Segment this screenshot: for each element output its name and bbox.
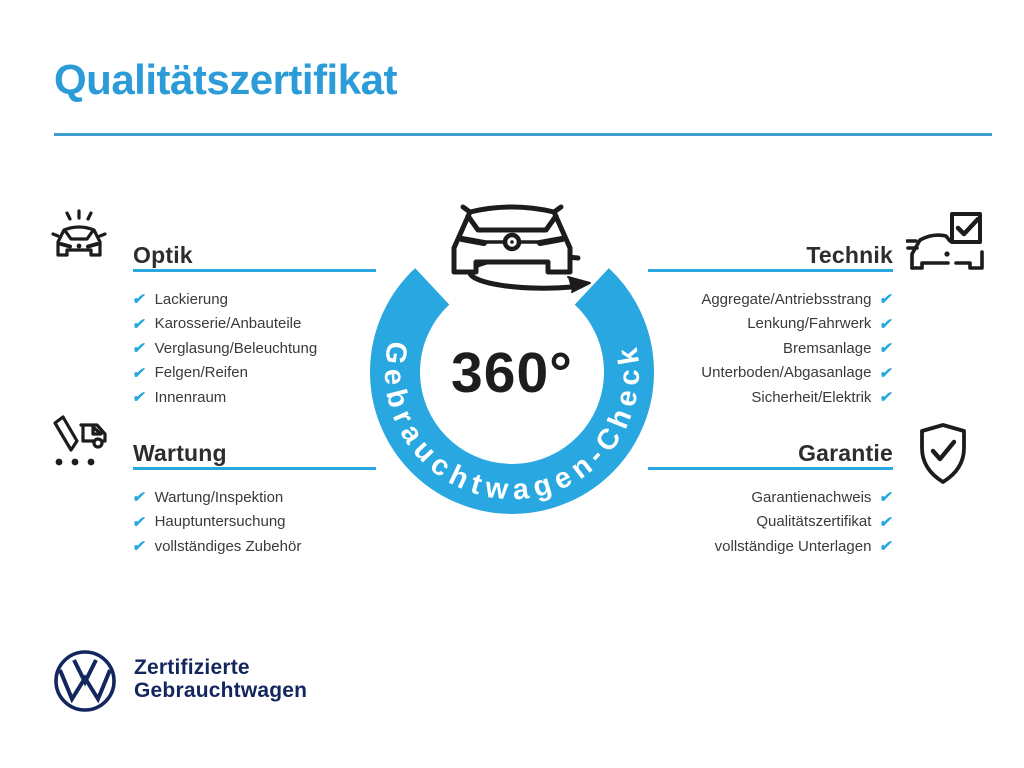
check-icon: ✔: [878, 315, 895, 333]
check-icon: ✔: [878, 538, 895, 556]
check-item-label: Garantienachweis: [751, 488, 872, 506]
check-icon: ✔: [878, 291, 895, 309]
check-icon: ✔: [131, 538, 147, 556]
check-item: [633, 385, 893, 410]
check-icon: ✔: [131, 291, 147, 309]
section-underline-garantie: [648, 467, 893, 470]
check-icon: ✔: [878, 489, 895, 507]
section-underline-wartung: [133, 467, 376, 470]
check-item-label: Innenraum: [154, 388, 227, 406]
page-title: Qualitätszertifikat: [54, 56, 397, 103]
badge-center-text: 360°: [451, 341, 573, 405]
check-item: [133, 361, 393, 386]
check-item-label: Hauptuntersuchung: [154, 513, 286, 531]
vw-logo: [52, 648, 118, 714]
check-item-label: Qualitätszertifikat: [756, 513, 872, 531]
badge-360: [366, 196, 658, 522]
checklist-technik: [633, 287, 893, 410]
check-item-label: Bremsanlage: [783, 339, 872, 357]
check-item: [133, 534, 393, 559]
check-item: [133, 312, 393, 337]
check-icon: ✔: [131, 340, 147, 358]
section-title-wartung: Wartung: [133, 440, 227, 466]
check-item: [133, 510, 393, 535]
check-item: [633, 287, 893, 312]
check-item: [133, 287, 393, 312]
check-item-label: vollständige Unterlagen: [714, 537, 872, 555]
check-item-label: Karosserie/Anbauteile: [154, 315, 302, 333]
badge-ring-text: Gebrauchtwagen-Check: [377, 339, 647, 507]
check-item: [133, 485, 393, 510]
check-item: [633, 510, 893, 535]
check-item-label: Felgen/Reifen: [154, 364, 248, 382]
section-underline-optik: [133, 269, 376, 272]
check-item: [133, 385, 393, 410]
check-icon: ✔: [131, 315, 147, 333]
check-item: [633, 534, 893, 559]
check-item: [633, 312, 893, 337]
check-item: [633, 336, 893, 361]
check-item-label: Unterboden/Abgasanlage: [701, 364, 872, 382]
check-icon: ✔: [878, 364, 895, 382]
check-item-label: Wartung/Inspektion: [154, 488, 284, 506]
check-item-label: Aggregate/Antriebsstrang: [701, 290, 872, 308]
check-icon: ✔: [131, 489, 147, 507]
car-shine-icon: [46, 206, 112, 272]
section-title-optik: Optik: [133, 242, 193, 268]
check-icon: ✔: [878, 340, 895, 358]
check-icon: ✔: [131, 364, 147, 382]
service-checklist-icon: [46, 408, 112, 474]
check-item-label: Verglasung/Beleuchtung: [154, 339, 318, 357]
section-underline-technik: [648, 269, 893, 272]
footer-brand-text: [134, 656, 307, 702]
check-item-label: Lenkung/Fahrwerk: [747, 315, 872, 333]
footer-brand-line2: Gebrauchtwagen: [134, 679, 308, 702]
header-divider: [54, 133, 992, 136]
footer-brand-line1: Zertifizierte: [134, 656, 250, 679]
checklist-garantie: [633, 485, 893, 559]
check-item: [133, 336, 393, 361]
checklist-wartung: [133, 485, 393, 559]
car-rotation-icon: [454, 207, 590, 292]
checklist-optik: [133, 287, 393, 410]
section-title-technik: Technik: [806, 242, 893, 268]
check-icon: ✔: [878, 389, 895, 407]
check-icon: ✔: [131, 389, 147, 407]
car-checkbox-icon: [906, 210, 988, 286]
check-item: [633, 361, 893, 386]
check-item-label: Sicherheit/Elektrik: [751, 388, 872, 406]
shield-check-icon: [916, 422, 970, 486]
check-item: [633, 485, 893, 510]
check-item-label: vollständiges Zubehör: [154, 537, 302, 555]
check-icon: ✔: [878, 513, 895, 531]
section-title-garantie: Garantie: [798, 440, 893, 466]
check-icon: ✔: [131, 513, 147, 531]
check-item-label: Lackierung: [154, 290, 228, 308]
